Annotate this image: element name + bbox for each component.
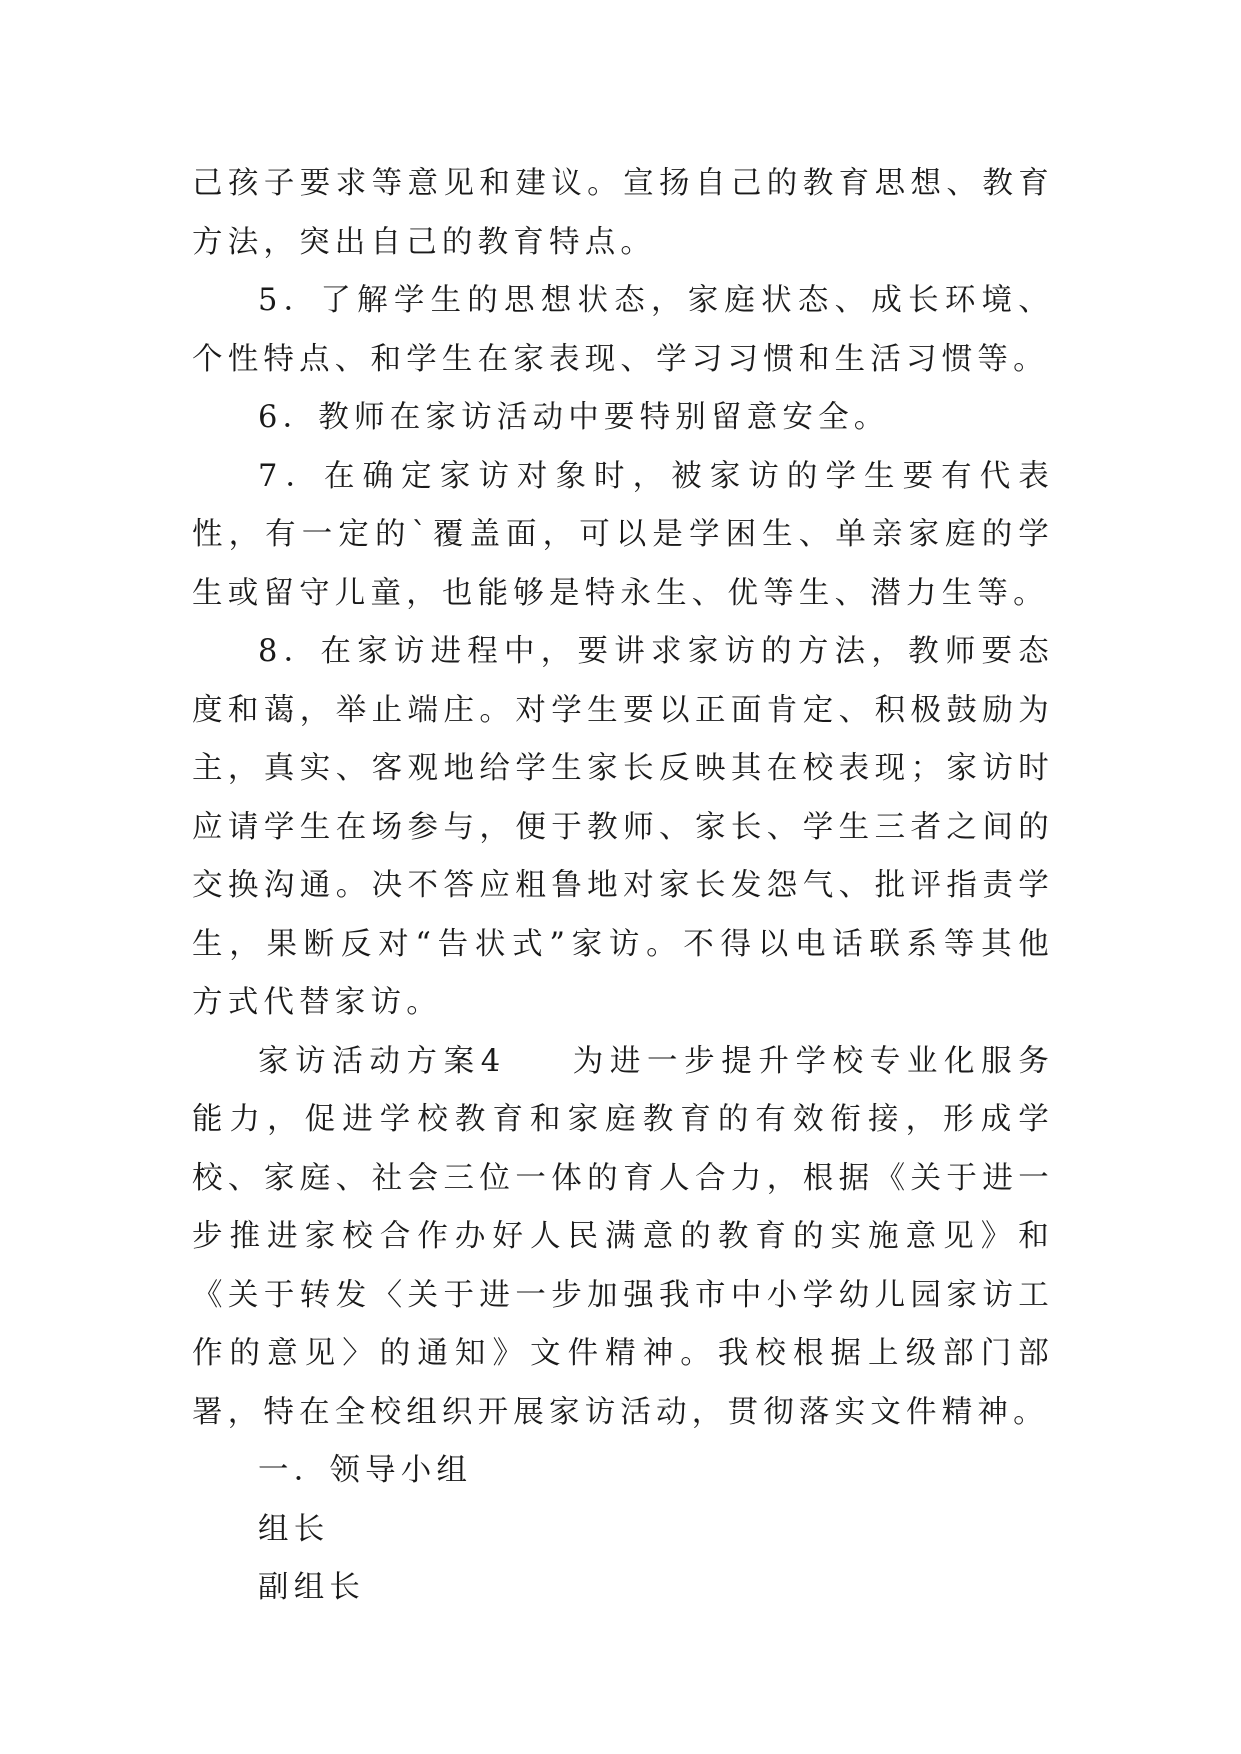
paragraph-item-5: 5．了解学生的思想状态，家庭状态、成长环境、个性特点、和学生在家表现、学习习惯和生活习惯等。 xyxy=(192,283,1054,377)
section-heading: 家访活动方案4 xyxy=(258,1043,506,1079)
document-body xyxy=(192,155,1054,1618)
role-deputy-leader: 副组长 xyxy=(258,1570,366,1605)
subheading-leadership-group: 一．领导小组 xyxy=(258,1453,473,1488)
paragraph-continuation: 己孩子要求等意见和建议。宣扬自己的教育思想、教育方法，突出自己的教育特点。 xyxy=(192,166,1054,260)
paragraph-item-8: 8．在家访进程中，要讲求家访的方法，教师要态度和蔼，举止端庄。对学生要以正面肯定、积极鼓励为主，真实、客观地给学生家长反映其在校表现；家访时应请学生在场参与，便于教师、家长、学生三者之间的交换沟通。决不答应粗鲁地对家长发怨气、批评指责学生，果断反对“告状式”家访。不得以电话联系等其他方式代替家访。 xyxy=(192,634,1054,1020)
paragraph-item-7: 7．在确定家访对象时，被家访的学生要有代表性，有一定的`覆盖面，可以是学困生、单亲家庭的学生或留守儿童，也能够是特永生、优等生、潜力生等。 xyxy=(192,458,1054,611)
role-leader: 组长 xyxy=(258,1511,330,1547)
paragraph-item-6: 6．教师在家访活动中要特别留意安全。 xyxy=(258,400,890,435)
section-paragraph xyxy=(192,1033,1054,1443)
section-intro: 为进一步提升学校专业化服务能力，促进学校教育和家庭教育的有效衔接，形成学校、家庭、社会三位一体的育人合力，根据《关于进一步推进家校合作办好人民满意的教育的实施意见》和《关于转发〈关于进一步加强我市中小学幼儿园家访工作的意见〉的通知》文件精神。我校根据上级部门部署，特在全校组织开展家访活动，贯彻落实文件精神。 xyxy=(192,1043,1054,1430)
